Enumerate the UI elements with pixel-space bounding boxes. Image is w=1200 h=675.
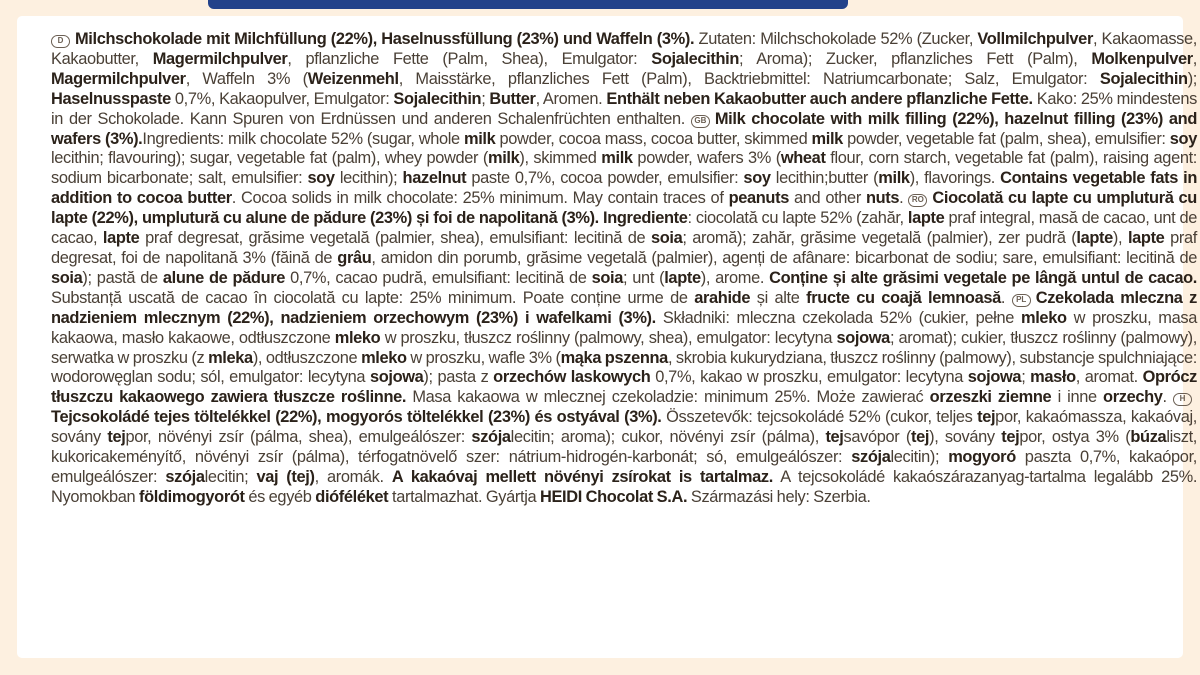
language-code-gb-badge: GB — [691, 115, 710, 128]
ingredients-text — [51, 30, 1197, 508]
ingredients-ro: Ciocolată cu lapte cu umplutură cu lapte (22%), umplutură cu alune de pădure (23%) și foi de napolitană (3%). Ingrediente: ciocolată cu lapte 52% (zahăr, lapte praf integral, masă de cacao, unt de cacao, lapte praf degresat, grăsime vegetală (palmier, shea), emulsifiant: lecitină de soia; aromă); zahăr, grăsime vegetală (palmier), zer pudră (lapte), lapte praf degresat, foi de napolitană 3% (făină de grâu, amidon din porumb, grăsime vegetală (palmier), agenți de afânare: bicarbonat de sodiu; sare, emulsifiant: lecitină de soia); pastă de alune de pădure 0,7%, cacao pudră, emulsifiant: lecitină de soia; unt (lapte), arome. Conține și alte grăsimi vegetale pe lângă untul de cacao. Substanță uscată de cacao în ciocolată cu lapte: 25% minimum. Poate conține urme de arahide și alte fructe cu coajă lemnoasă. — [51, 189, 1198, 307]
ingredients-en: Milk chocolate with milk filling (22%), hazelnut filling (23%) and wafers (3%).Ingredients: milk chocolate 52% (sugar, whole milk powder, cocoa mass, cocoa butter, skimmed milk powder, vegetable fat (palm, shea), emulsifier: soy lecithin; flavouring); sugar, vegetable fat (palm), whey powder (milk), skimmed milk powder, wafers 3% (wheat flour, corn starch, vegetable fat (palm), raising agent: sodium bicarbonate; salt, emulsifier: soy lecithin); hazelnut paste 0,7%, cocoa powder, emulsifier: soy lecithin;butter (milk), flavorings. Contains vegetable fats in addition to cocoa butter. Cocoa solids in milk chocolate: 25% minimum. May contain traces of peanuts and other nuts. — [51, 109, 1198, 208]
language-code-pl-badge: PL — [1012, 294, 1031, 307]
language-code-ro-badge: RO — [908, 194, 927, 207]
ingredients-pl: Czekolada mleczna z nadzieniem mlecznym (22%), nadzieniem orzechowym (23%) i wafelkami (3%). Składniki: mleczna czekolada 52% (cukier, pełne mleko w proszku, masa kakaowa, masło kakaowe, odtłuszczone mleko w proszku, tłuszcz roślinny (palmowy, shea), emulgator: lecytyna sojowa; aromat); cukier, tłuszcz roślinny (palmowy), serwatka w proszku (z mleka), odtłuszczone mleko w proszku, wafle 3% (mąka pszenna, skrobia kukurydziana, tłuszcz roślinny (palmowy), substancje spulchniające: wodorowęglan sodu; sól, emulgator: lecytyna sojowa); pasta z orzechów laskowych 0,7%, kakao w proszku, emulgator: lecytyna sojowa; masło, aromat. Oprócz tłuszczu kakaowego zawiera tłuszcze roślinne. Masa kakaowa w mlecznej czekoladzie: minimum 25%. Może zawierać orzeszki ziemne i inne orzechy. — [51, 288, 1198, 407]
language-code-de-badge: D — [51, 35, 70, 48]
ingredients-de: Milchschokolade mit Milchfüllung (22%), Haselnussfüllung (23%) und Waffeln (3%). Zutaten: Milchschokolade 52% (Zucker, Vollmilchpulver, Kakaomasse, Kakaobutter, Magermilchpulver, pflanzliche Fette (Palm, Shea), Emulgator: Sojalecithin; Aroma); Zucker, pflanzliches Fett (Palm), Molkenpulver, Magermilchpulver, Waffeln 3% (Weizenmehl, Maisstärke, pflanzliches Fett (Palm), Backtriebmittel: Natriumcarbonate; Salz, Emulgator: Sojalecithin); Haselnusspaste 0,7%, Kakaopulver, Emulgator: Sojalecithin; Butter, Aromen. Enthält neben Kakaobutter auch andere pflanzliche Fette. Kako: 25% mindestens in der Schokolade. Kann Spuren von Erdnüssen und anderen Schalenfrüchten enthalten. — [51, 30, 1197, 128]
top-color-band — [208, 0, 848, 9]
ingredients-label-panel — [17, 16, 1198, 658]
ingredients-hu: Tejcsokoládé tejes töltelékkel (22%), mogyorós töltelékkel (23%) és ostyával (3%). Összetevők: tejcsokoládé 52% (cukor, teljes tejpor, kakaómassza, kakaóvaj, sovány tejpor, növényi zsír (pálma, shea), emulgeálószer: szójalecitin; aroma); cukor, növényi zsír (pálma), tejsavópor (tej), sovány tejpor, ostya 3% (búzaliszt, kukoricakeményítő, növényi zsír (pálma), térfogatnövelő szer: nátrium-hidrogén-karbonát; só, emulgeálószer: szójalecitin); mogyoró paszta 0,7%, kakaópor, emulgeálószer: szójalecitin; vaj (tej), aromák. A kakaóvaj mellett növényi zsírokat is tartalmaz. A tejcsokoládé kakaószárazanyag-tartalma legalább 25%. Nyomokban földimogyorót és egyéb dióféléket tartalmazhat. Gyártja HEIDI Chocolat S.A. Származási hely: Szerbia. — [51, 408, 1198, 506]
language-code-hu-badge: H — [1173, 393, 1192, 406]
